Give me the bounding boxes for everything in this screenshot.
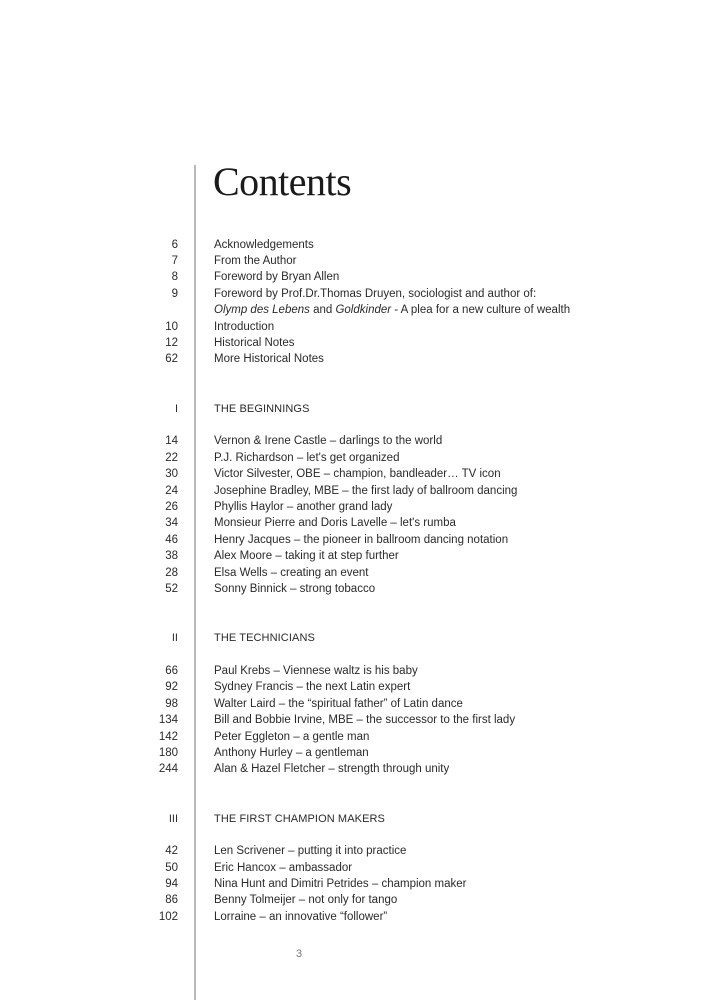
toc-entry-text [214, 663, 418, 679]
entry-name: Sonny Binnick [214, 583, 287, 595]
entry-desc: – champion maker [368, 878, 467, 890]
entry-name: Monsieur Pierre and Doris Lavelle [214, 517, 388, 529]
toc-entry-text [214, 729, 369, 745]
toc-entry[interactable] [0, 351, 714, 367]
toc-entry[interactable] [0, 712, 714, 728]
entry-name: Peter Eggleton [214, 731, 291, 743]
toc-entry-text: More Historical Notes [214, 353, 324, 365]
conjunction: and [309, 304, 336, 316]
toc-page-number: 98 [165, 698, 178, 710]
entry-name: Henry Jacques [214, 534, 291, 546]
toc-page-number: 50 [165, 862, 178, 874]
entry-name: Bill and Bobbie Irvine, MBE [214, 714, 354, 726]
entry-name: Josephine Bradley, MBE [214, 485, 340, 497]
toc-page-number: 24 [165, 485, 178, 497]
toc-entry-text: Foreword by Bryan Allen [214, 271, 340, 283]
entry-desc: – the first lady of ballroom dancing [339, 485, 518, 497]
toc-entry-text: From the Author [214, 255, 297, 267]
section-title: THE BEGINNINGS [214, 403, 310, 415]
toc-entry[interactable] [0, 466, 714, 482]
toc-entry-text: Historical Notes [214, 337, 295, 349]
toc-entry-text: Acknowledgements [214, 239, 314, 251]
toc-page-number: 94 [165, 878, 178, 890]
entry-desc: – a gentle man [290, 731, 370, 743]
toc-entry-text [214, 499, 392, 515]
toc-entry-text [214, 515, 456, 531]
entry-name: Vernon & Irene Castle [214, 435, 327, 447]
toc-entry[interactable] [0, 319, 714, 335]
toc-page-number: 42 [165, 845, 178, 857]
toc-entry[interactable] [0, 532, 714, 548]
entry-desc: – the next Latin expert [293, 681, 411, 693]
toc-page-number: 52 [165, 583, 178, 595]
toc-page-number: 86 [165, 894, 178, 906]
book-title: Olymp des Lebens [214, 304, 310, 316]
entry-desc: – an innovative “follower” [256, 911, 388, 923]
entry-name: Phyllis Haylor [214, 501, 284, 513]
toc-entry[interactable] [0, 876, 714, 892]
section-numeral: III [168, 813, 178, 825]
toc-entry[interactable] [0, 237, 714, 253]
entry-desc: – putting it into practice [284, 845, 407, 857]
toc-entry[interactable] [0, 269, 714, 285]
toc-entry[interactable] [0, 860, 714, 876]
section-heading[interactable] [0, 811, 714, 827]
toc-entry-text [214, 581, 375, 597]
toc-entry[interactable] [0, 696, 714, 712]
toc-page-number: 180 [158, 747, 178, 759]
toc-page-number: 142 [158, 731, 178, 743]
toc-entry[interactable] [0, 663, 714, 679]
toc-entry[interactable] [0, 335, 714, 351]
toc-page-number: 92 [165, 681, 178, 693]
page-number: 3 [295, 948, 303, 960]
entry-name: Elsa Wells [214, 567, 268, 579]
toc-entry-text [214, 745, 369, 761]
toc-entry[interactable] [0, 433, 714, 449]
entry-desc: – ambassador [276, 862, 353, 874]
toc-page-number: 34 [165, 517, 178, 529]
toc-entry-text [214, 761, 449, 777]
section-title: THE TECHNICIANS [214, 632, 315, 644]
toc-page-number: 12 [165, 337, 178, 349]
entry-name: Len Scrivener [214, 845, 285, 857]
toc-entry-text [214, 565, 368, 581]
toc-entry-text [214, 696, 463, 712]
section-heading[interactable] [0, 630, 714, 646]
entry-desc: – not only for tango [295, 894, 398, 906]
entry-name: Paul Krebs [214, 665, 271, 677]
entry-desc: – the pioneer in ballroom dancing notation [290, 534, 509, 546]
entry-name: Nina Hunt and Dimitri Petrides [214, 878, 369, 890]
toc-entry-text [214, 843, 406, 859]
toc-entry-text [214, 466, 501, 482]
toc-page-number: 14 [165, 435, 178, 447]
entry-desc: – champion, bandleader… TV icon [320, 468, 501, 480]
section-numeral: II [171, 632, 178, 644]
toc-entry-text [214, 450, 399, 466]
toc-entry[interactable] [0, 499, 714, 515]
entry-desc: – let's rumba [387, 517, 456, 529]
toc-entry-text [214, 679, 410, 695]
toc-page-number: 22 [165, 452, 178, 464]
toc-entry[interactable] [0, 548, 714, 564]
entry-desc: – Viennese waltz is his baby [270, 665, 418, 677]
toc-entry[interactable] [0, 253, 714, 269]
entry-name: Sydney Francis [214, 681, 294, 693]
toc-entry-text [214, 909, 387, 925]
entry-desc: – the successor to the first lady [353, 714, 516, 726]
entry-name: Alex Moore [214, 550, 273, 562]
toc-entry-text [214, 712, 515, 728]
toc-page-number: 10 [165, 321, 178, 333]
entry-name: Victor Silvester, OBE [214, 468, 321, 480]
toc-page-number: 8 [171, 271, 178, 283]
toc-entry[interactable] [0, 565, 714, 581]
toc-entry[interactable] [0, 843, 714, 859]
section-heading[interactable] [0, 401, 714, 417]
entry-name: Lorraine [214, 911, 257, 923]
toc-entry[interactable] [0, 515, 714, 531]
toc-page-number: 28 [165, 567, 178, 579]
entry-name: Benny Tolmeijer [214, 894, 296, 906]
entry-name: Alan & Hazel Fletcher [214, 763, 326, 775]
page-title: Contents [213, 159, 352, 204]
entry-desc: – taking it at step further [272, 550, 399, 562]
toc-page-number: 244 [158, 763, 178, 775]
entry-desc: – a gentleman [292, 747, 369, 759]
toc-entry-text [214, 548, 399, 564]
entry-name: Eric Hancox [214, 862, 276, 874]
section-numeral: I [174, 403, 178, 415]
entry-desc: – another grand lady [283, 501, 393, 513]
toc-page-number: 38 [165, 550, 178, 562]
toc-entry-text [214, 433, 442, 449]
toc-page-number: 46 [165, 534, 178, 546]
toc-page-number: 30 [165, 468, 178, 480]
section-title: THE FIRST CHAMPION MAKERS [214, 813, 385, 825]
toc-entry-text [214, 302, 570, 318]
toc-entry[interactable] [0, 286, 714, 302]
toc-entry[interactable] [0, 745, 714, 761]
toc-entry-text: Introduction [214, 321, 275, 333]
entry-desc: – the “spiritual father” of Latin dance [275, 698, 463, 710]
toc-page-number: 26 [165, 501, 178, 513]
toc-page-number: 66 [165, 665, 178, 677]
book-title: Goldkinder [335, 304, 392, 316]
toc-entry[interactable] [0, 581, 714, 597]
toc-entry[interactable] [0, 761, 714, 777]
toc-entry[interactable] [0, 483, 714, 499]
toc-page-number: 62 [165, 353, 178, 365]
toc-entry-text [214, 876, 466, 892]
toc-page-number: 102 [158, 911, 178, 923]
toc-entry-text [214, 483, 517, 499]
entry-desc: – let's get organized [293, 452, 400, 464]
toc-entry-text [214, 860, 352, 876]
entry-desc: – darlings to the world [326, 435, 443, 447]
entry-desc: – strength through unity [325, 763, 450, 775]
toc-entry-text [214, 532, 508, 548]
toc-entry[interactable] [0, 909, 714, 925]
entry-desc: – creating an event [267, 567, 369, 579]
entry-name: Walter Laird [214, 698, 276, 710]
toc-page-number: 7 [171, 255, 178, 267]
toc-entry[interactable] [0, 892, 714, 908]
subtitle: - A plea for a new culture of wealth [391, 304, 571, 316]
toc-entry[interactable] [0, 450, 714, 466]
toc-entry[interactable] [0, 679, 714, 695]
toc-page-number: 6 [171, 239, 178, 251]
toc-entry-continuation [0, 302, 714, 318]
toc-page-number: 134 [158, 714, 178, 726]
toc-entry[interactable] [0, 729, 714, 745]
entry-name: Anthony Hurley [214, 747, 293, 759]
toc-entry-text [214, 892, 397, 908]
entry-name: P.J. Richardson [214, 452, 294, 464]
entry-desc: – strong tobacco [286, 583, 376, 595]
toc-entry-text: Foreword by Prof.Dr.Thomas Druyen, sociologist and author of: [214, 288, 537, 300]
toc-page-number: 9 [171, 288, 178, 300]
